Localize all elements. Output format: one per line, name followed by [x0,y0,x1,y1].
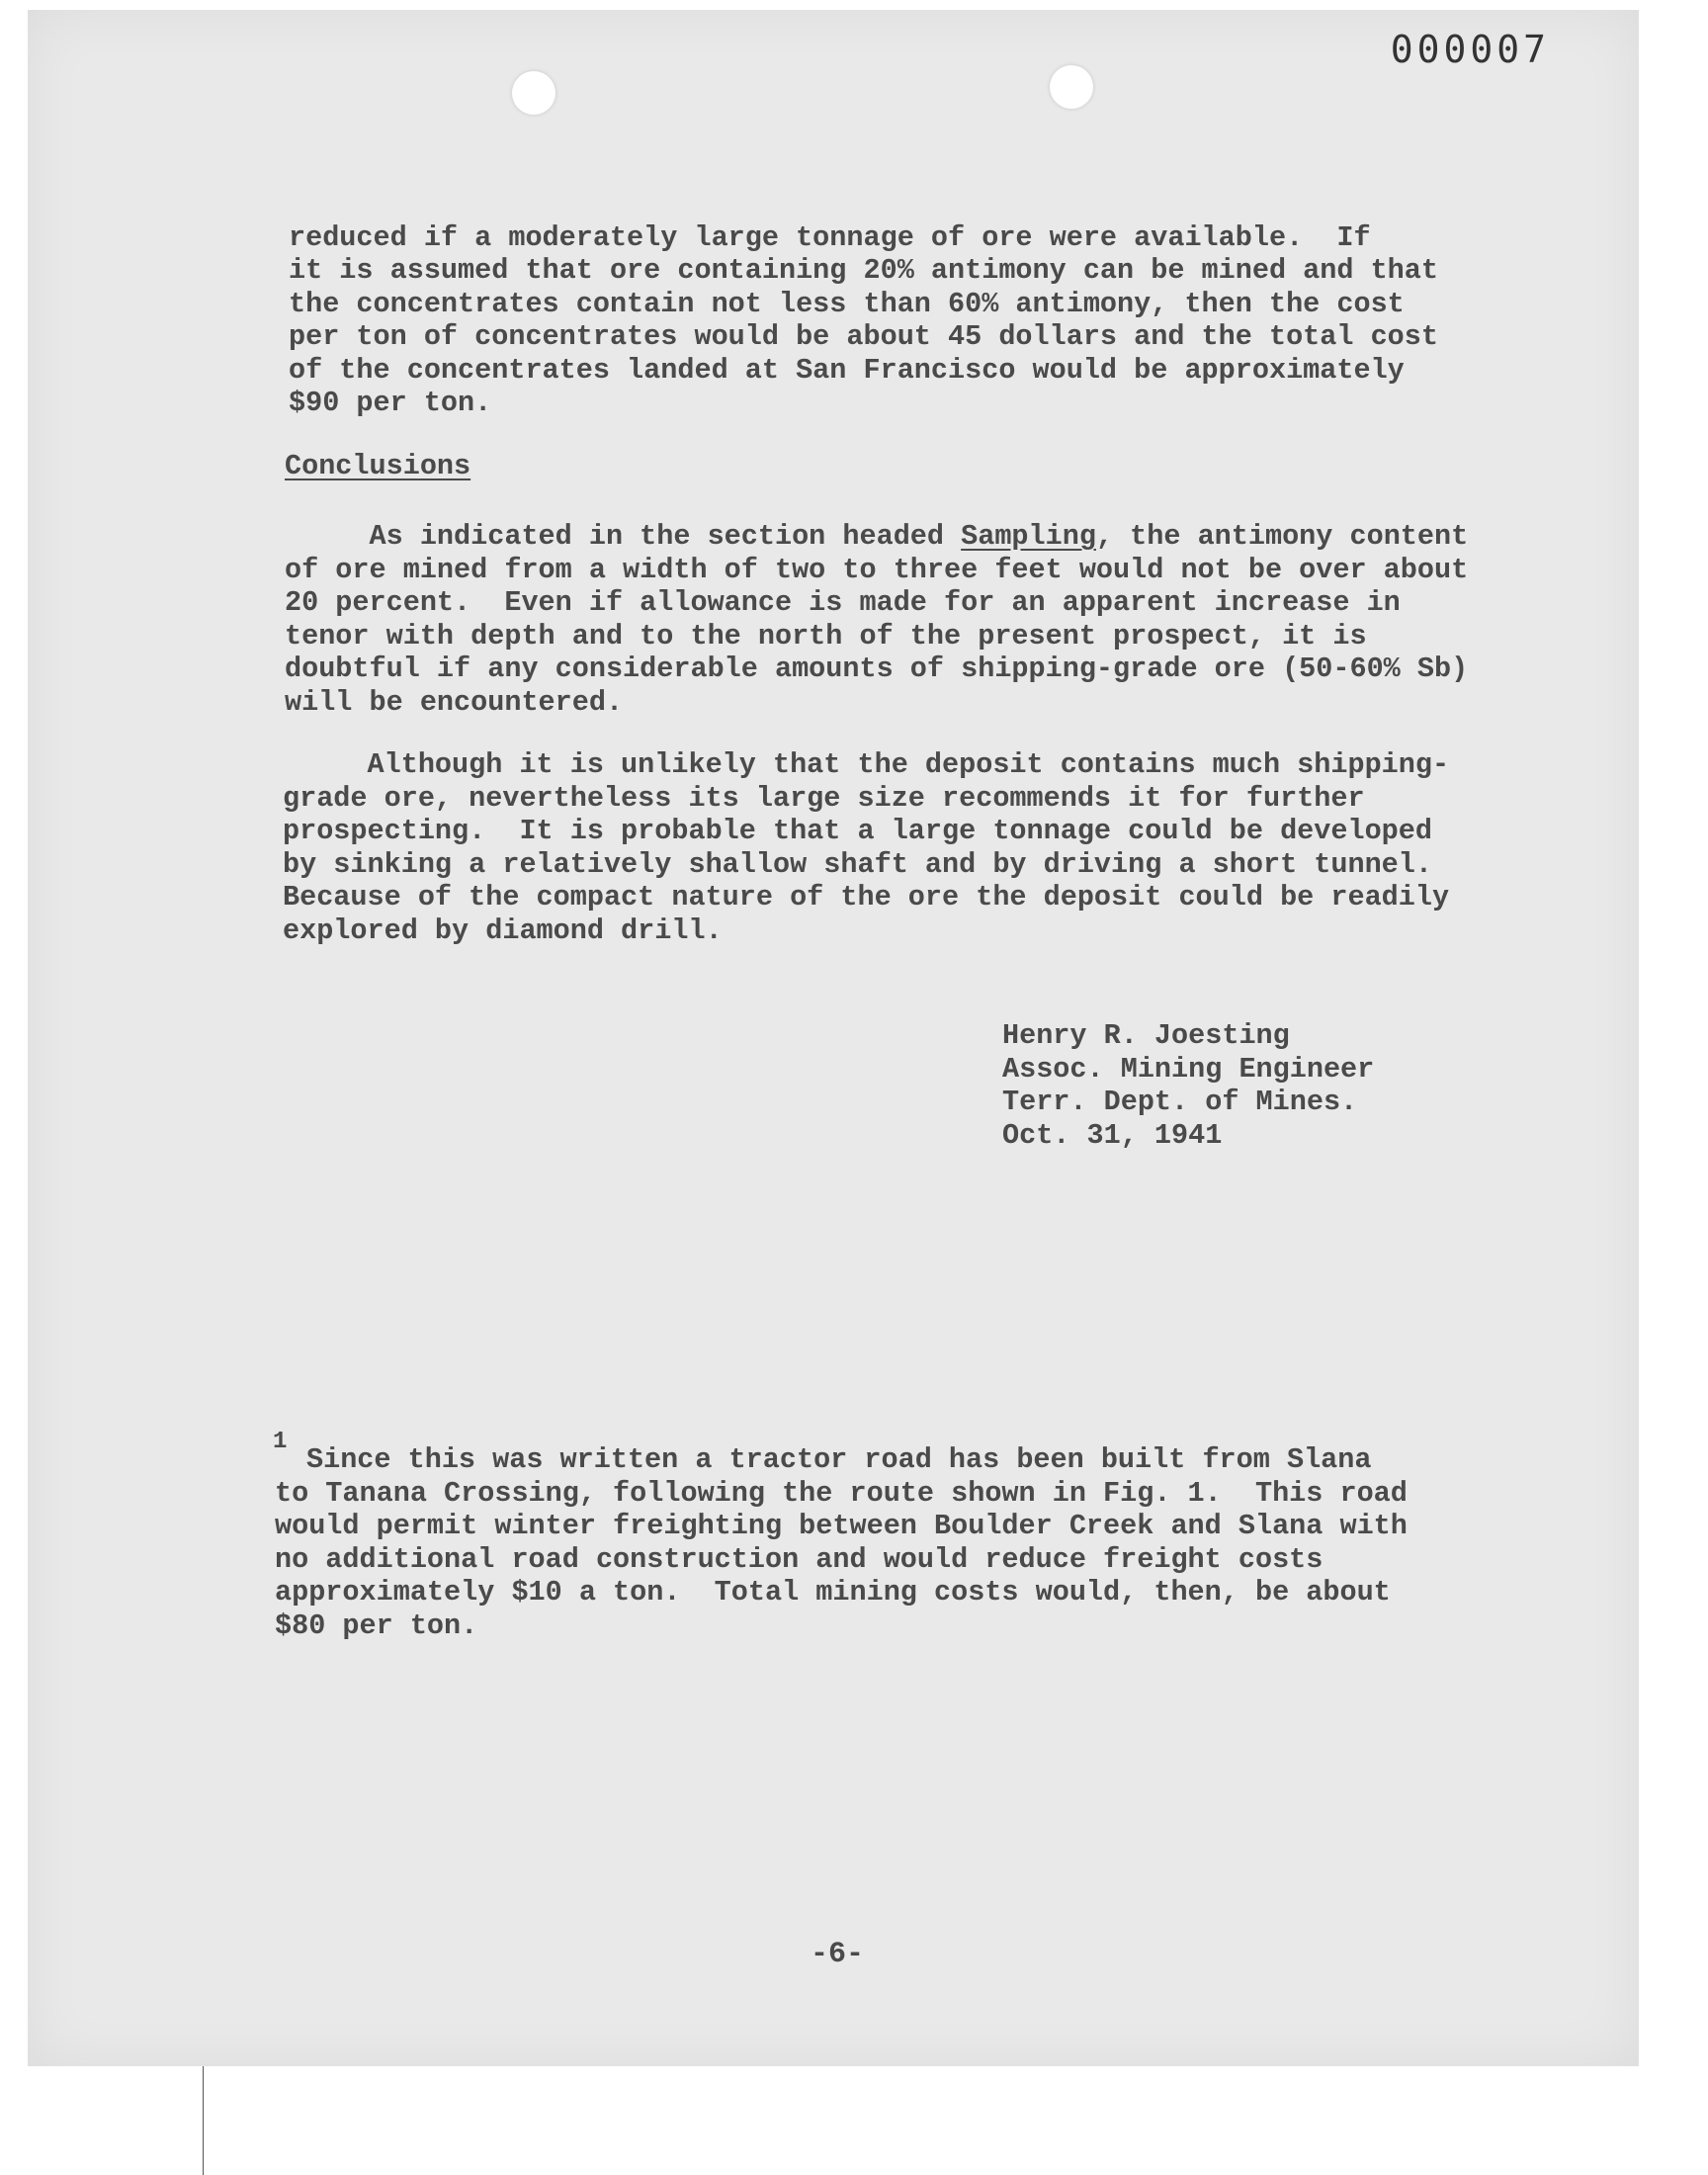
para1-line: doubtful if any considerable amounts of shipping-grade ore (50-60% Sb) [285,652,1469,685]
page-number: -6- [811,1938,865,1971]
footnote-line: approximately $10 a ton. Total mining costs would, then, be about [275,1576,1391,1609]
para1-first-line [285,520,1468,554]
footnote-marker: 1 [273,1429,288,1455]
para2-line: Because of the compact nature of the ore the deposit could be readily [283,881,1450,914]
footnote-line: would permit winter freighting between Boulder Creek and Slana with [275,1510,1408,1542]
para2-line: grade ore, nevertheless its large size recommends it for further [283,782,1365,815]
sampling-reference: Sampling [961,520,1096,553]
para1-line-start: As indicated in the section headed [285,520,962,553]
intro-line: $90 per ton. [289,387,492,419]
section-heading: Conclusions [285,450,471,482]
para1-line: of ore mined from a width of two to three feet would not be over about [285,554,1469,586]
intro-line: of the concentrates landed at San Francisco would be approximately [289,354,1405,387]
footnote-line: $80 per ton. [275,1610,478,1642]
signature-name: Henry R. Joesting [1002,1019,1290,1052]
intro-line: per ton of concentrates would be about 45 dollars and the total cost [289,320,1438,353]
footnote-line: Since this was written a tractor road has been built from Slana [306,1443,1372,1476]
para2-line: Although it is unlikely that the deposit contains much shipping- [283,748,1450,781]
document-number: 000007 [1390,28,1550,71]
footnote-line: to Tanana Crossing, following the route shown in Fig. 1. This road [275,1477,1408,1510]
signature-title: Assoc. Mining Engineer [1002,1053,1375,1086]
para1-line: will be encountered. [285,686,624,719]
punch-hole-right [1050,65,1093,109]
intro-line: it is assumed that ore containing 20% antimony can be mined and that [289,254,1438,287]
intro-line: the concentrates contain not less than 60% antimony, then the cost [289,288,1405,320]
para1-line-end: , the antimony content [1095,520,1469,553]
signature-date: Oct. 31, 1941 [1002,1119,1223,1152]
para2-line: explored by diamond drill. [283,914,723,947]
signature-department: Terr. Dept. of Mines. [1002,1086,1358,1118]
footnote-line: no additional road construction and would reduce freight costs [275,1543,1324,1576]
para2-line: prospecting. It is probable that a large tonnage could be developed [283,815,1432,847]
para2-line: by sinking a relatively shallow shaft and by driving a short tunnel. [283,848,1432,881]
intro-line: reduced if a moderately large tonnage of ore were available. If [289,221,1371,254]
punch-hole-left [512,71,555,115]
para1-line: 20 percent. Even if allowance is made for an apparent increase in [285,586,1401,619]
sheet-edge-line [203,2066,204,2175]
para1-line: tenor with depth and to the north of the present prospect, it is [285,620,1367,652]
